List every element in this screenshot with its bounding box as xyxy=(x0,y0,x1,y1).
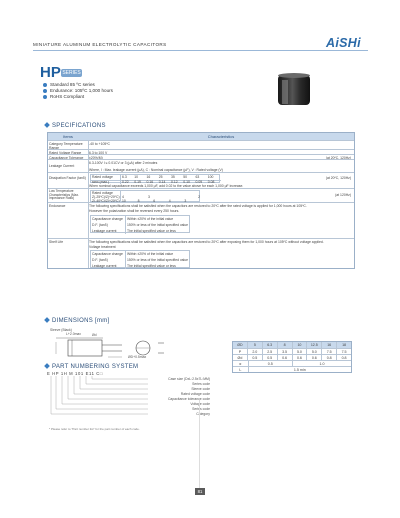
dim-cell: 0.5 xyxy=(262,355,277,360)
dim-cell: Ød xyxy=(237,356,243,360)
voltage-cell: 6.3 xyxy=(122,175,127,179)
spec-value: 6.3-100V I ≤ 0.01CV or 3 (µA) after 2 minutes xyxy=(89,161,158,165)
imp-cell: 4 xyxy=(168,199,171,203)
dim-cell: P xyxy=(238,350,242,354)
imp-label: Rated voltage xyxy=(92,191,113,195)
pn-label: Case size (DxL:2.5x7L:MM) xyxy=(168,377,210,381)
dim-cell: α xyxy=(239,362,242,366)
page-number: 81 xyxy=(195,488,205,495)
voltage-cell: 35 xyxy=(171,175,175,179)
imp-cell: 3 xyxy=(148,195,150,199)
feature-item xyxy=(43,82,95,87)
col-characteristics: Characteristics xyxy=(207,134,235,139)
bullet-icon xyxy=(43,83,47,87)
spec-item: Dissipation Factor (tanδ) xyxy=(49,176,86,180)
dim-head-cell: 5 xyxy=(247,342,262,348)
pn-label: Sleeve code xyxy=(191,387,210,391)
feature-item xyxy=(43,88,113,93)
tand-cell: 0.19 xyxy=(134,179,141,184)
spec-item: Low Temperature Characteristics (Max. Impedance Ratio) xyxy=(49,189,79,201)
imp-cell: 3 xyxy=(184,199,187,203)
header-rule xyxy=(33,50,368,51)
spec-header-row xyxy=(48,133,354,140)
pn-label: Series code xyxy=(192,407,210,411)
dim-cell: 2.0 xyxy=(247,349,262,354)
imp-cell: 10 xyxy=(122,199,126,203)
imp-row-label: Z(-40ºC)/Z(+20ºC) xyxy=(92,199,120,203)
pn-label: Rated voltage code xyxy=(180,392,210,396)
brand-logo: AiSHi xyxy=(326,36,361,50)
spec-row xyxy=(48,159,354,172)
part-number-footnote: * Please refer to "Part number list" for the part number of each code. xyxy=(49,427,140,431)
spec-value: However the polarization shall be reversed every 250 hours. xyxy=(89,209,180,213)
grid-value: The initial specified value or less xyxy=(127,229,176,233)
part-number-code: E HP 1H M 101 E11 C□ xyxy=(47,371,104,376)
tand-cell: 0.22 xyxy=(122,179,129,184)
dim-cell: 0.8 xyxy=(321,355,336,360)
grid-value: Within ±20% of the initial value xyxy=(127,217,174,221)
spec-value: 6.3 to 100 V xyxy=(89,150,108,155)
spec-row xyxy=(48,202,354,238)
dim-head-cell: 10 xyxy=(292,342,307,348)
diamond-icon xyxy=(44,318,50,324)
voltage-cell: 50 xyxy=(183,175,188,179)
pn-label: Series code xyxy=(192,382,210,386)
spec-value: When nominal capacitance exceeds 1,000 µF, add 0.02 to the value above for each 1,000 µF increase. xyxy=(89,184,244,188)
series-name: HP xyxy=(40,64,61,81)
series-tag: SERIES xyxy=(62,70,81,76)
spec-row xyxy=(48,188,354,202)
grid-label: D.F. (tanδ) xyxy=(92,258,108,262)
dim-head-cell: 12.5 xyxy=(306,342,321,348)
pn-label: Capacitance tolerance code xyxy=(167,397,210,401)
diamond-icon xyxy=(44,123,50,129)
voltage-cell: 16 xyxy=(146,175,151,179)
grid-label: Leakage current xyxy=(92,229,117,233)
specifications-title: SPECIFICATIONS xyxy=(45,123,106,129)
spec-value: Voltage treatment xyxy=(89,245,116,249)
dim-cell: 5.0 xyxy=(292,349,307,354)
spec-item: Rated Voltage Range xyxy=(49,150,82,155)
dim-cell: 0.5 xyxy=(247,355,262,360)
bullet-icon xyxy=(43,89,47,93)
feature-item xyxy=(43,94,84,99)
feature-text: Standard 85 ºC series xyxy=(50,82,95,87)
feature-text: Endurance: 105ºC 1,000 hours xyxy=(50,88,113,93)
dim-cell: 7.5 xyxy=(321,349,336,354)
length-label: L+2.0max xyxy=(66,332,81,336)
dim-cell: L xyxy=(239,368,242,372)
spec-note: (at 20ºC, 120Hz) xyxy=(325,155,351,160)
dim-cell: 1.5 min xyxy=(248,367,351,372)
pn-label: Voltage code xyxy=(190,402,210,406)
tand-label: Rated voltage xyxy=(92,175,113,179)
voltage-cell: 63 xyxy=(195,175,200,179)
dim-cell: 1.0 xyxy=(292,361,351,366)
shelf-grid xyxy=(90,250,190,268)
dim-head-cell: 8 xyxy=(277,342,292,348)
dim-cell: 0.6 xyxy=(277,355,292,360)
sleeve-label: Sleeve (Black) xyxy=(50,328,72,332)
dim-head-cell: 16 xyxy=(321,342,336,348)
page-header-title: MINIATURE ALUMINUM ELECTROLYTIC CAPACITORS xyxy=(33,42,167,47)
voltage-cell: 25 xyxy=(158,175,163,179)
tand-cell: 0.14 xyxy=(158,179,166,184)
imp-row-label: Z(-25ºC)/Z(+20ºC) xyxy=(92,195,120,199)
tand-cell: 0.16 xyxy=(146,179,154,184)
dimensions-table xyxy=(232,341,352,373)
diameter-label: ØD+0.5max xyxy=(128,355,147,359)
dim-cell: 2.5 xyxy=(262,349,277,354)
spec-value: -40 to +105ºC xyxy=(89,142,110,146)
dimension-drawing xyxy=(48,333,198,363)
tand-cell: 0.10 xyxy=(183,179,190,184)
tand-grid xyxy=(90,174,220,183)
imp-cell: 6 xyxy=(153,199,156,203)
dim-cell: 0.8 xyxy=(336,355,351,360)
spec-value: The following specifications shall be satisfied when the capacitors are restored to 20ºC after exposing them for 1,000 hours at 105ºC without voltage applied. xyxy=(89,240,324,244)
dimensions-title: DIMENSIONS [mm] xyxy=(45,318,110,324)
tand-max-label: tanδ (max.) xyxy=(92,179,110,184)
bullet-icon xyxy=(43,95,47,99)
dim-row xyxy=(233,354,351,360)
grid-value: 150% or less of the initial specified value xyxy=(127,223,189,227)
dim-row xyxy=(233,366,351,372)
tand-cell: 0.12 xyxy=(171,179,178,184)
endurance-grid xyxy=(90,215,190,233)
page-divider xyxy=(199,400,200,488)
grid-value: The initial specified value or less xyxy=(127,264,176,268)
col-items: Items xyxy=(63,134,73,139)
spec-note: (at 120Hz) xyxy=(335,193,351,197)
dim-header-row xyxy=(233,342,351,348)
dim-cell: 7.5 xyxy=(336,349,351,354)
dim-cell: 5.0 xyxy=(306,349,321,354)
voltage-cell: 100 xyxy=(207,175,214,179)
lead-diameter-label: Ød xyxy=(92,333,97,337)
spec-value: The following specifications shall be satisfied when the capacitors are restored to 20ºC after the rated voltage is applied for 1,000 hours at 105ºC. xyxy=(89,204,307,208)
dim-head-cell: 6.3 xyxy=(262,342,277,348)
impedance-grid xyxy=(90,190,200,202)
imp-cell: 4 xyxy=(122,195,124,199)
voltage-cell: 10 xyxy=(134,175,139,179)
dim-cell: 0.6 xyxy=(292,355,307,360)
specifications-table xyxy=(47,132,355,269)
spec-item: Category Temperature Range xyxy=(49,142,83,150)
spec-item: Leakage Current xyxy=(49,164,75,168)
dim-cell: 0.6 xyxy=(306,355,321,360)
spec-value: Where, I : Max. leakage current (µA), C : Nominal capacitance (µF), V : Rated voltage (V) xyxy=(89,168,223,172)
tand-cell: 0.09 xyxy=(195,179,203,184)
grid-label: Leakage current xyxy=(92,264,117,268)
diamond-icon xyxy=(44,364,50,370)
spec-row xyxy=(48,140,354,149)
pn-label: Category xyxy=(196,412,210,416)
spec-item: Shelf Life xyxy=(49,240,64,244)
spec-row xyxy=(48,172,354,188)
dim-row xyxy=(233,348,351,354)
spec-item: Endurance xyxy=(49,204,66,208)
part-numbering-title: PART NUMBERING SYSTEM xyxy=(45,364,138,370)
imp-cell: 2 xyxy=(198,195,200,199)
dim-row xyxy=(233,360,351,366)
imp-cell: 8 xyxy=(137,199,140,203)
grid-label: Capacitance change xyxy=(92,217,123,221)
dim-head-cell: ØD xyxy=(237,343,243,347)
spec-note: (at 20ºC, 120Hz) xyxy=(325,176,351,180)
dim-cell: 3.5 xyxy=(277,349,292,354)
grid-value: Within ±20% of the initial value xyxy=(127,252,174,256)
feature-text: RoHS Compliant xyxy=(50,94,85,99)
grid-label: D.F. (tanδ) xyxy=(92,223,108,227)
spec-item: Capacitance Tolerance xyxy=(49,155,84,160)
spec-value: ±20%(M) xyxy=(89,155,103,160)
dim-head-cell: 18 xyxy=(336,342,351,348)
grid-label: Capacitance change xyxy=(92,252,123,256)
grid-value: 150% or less of the initial specified value xyxy=(127,258,189,262)
dim-cell: 0.5 xyxy=(248,361,293,366)
tand-cell: 0.08 xyxy=(207,179,215,184)
spec-row xyxy=(48,238,354,268)
